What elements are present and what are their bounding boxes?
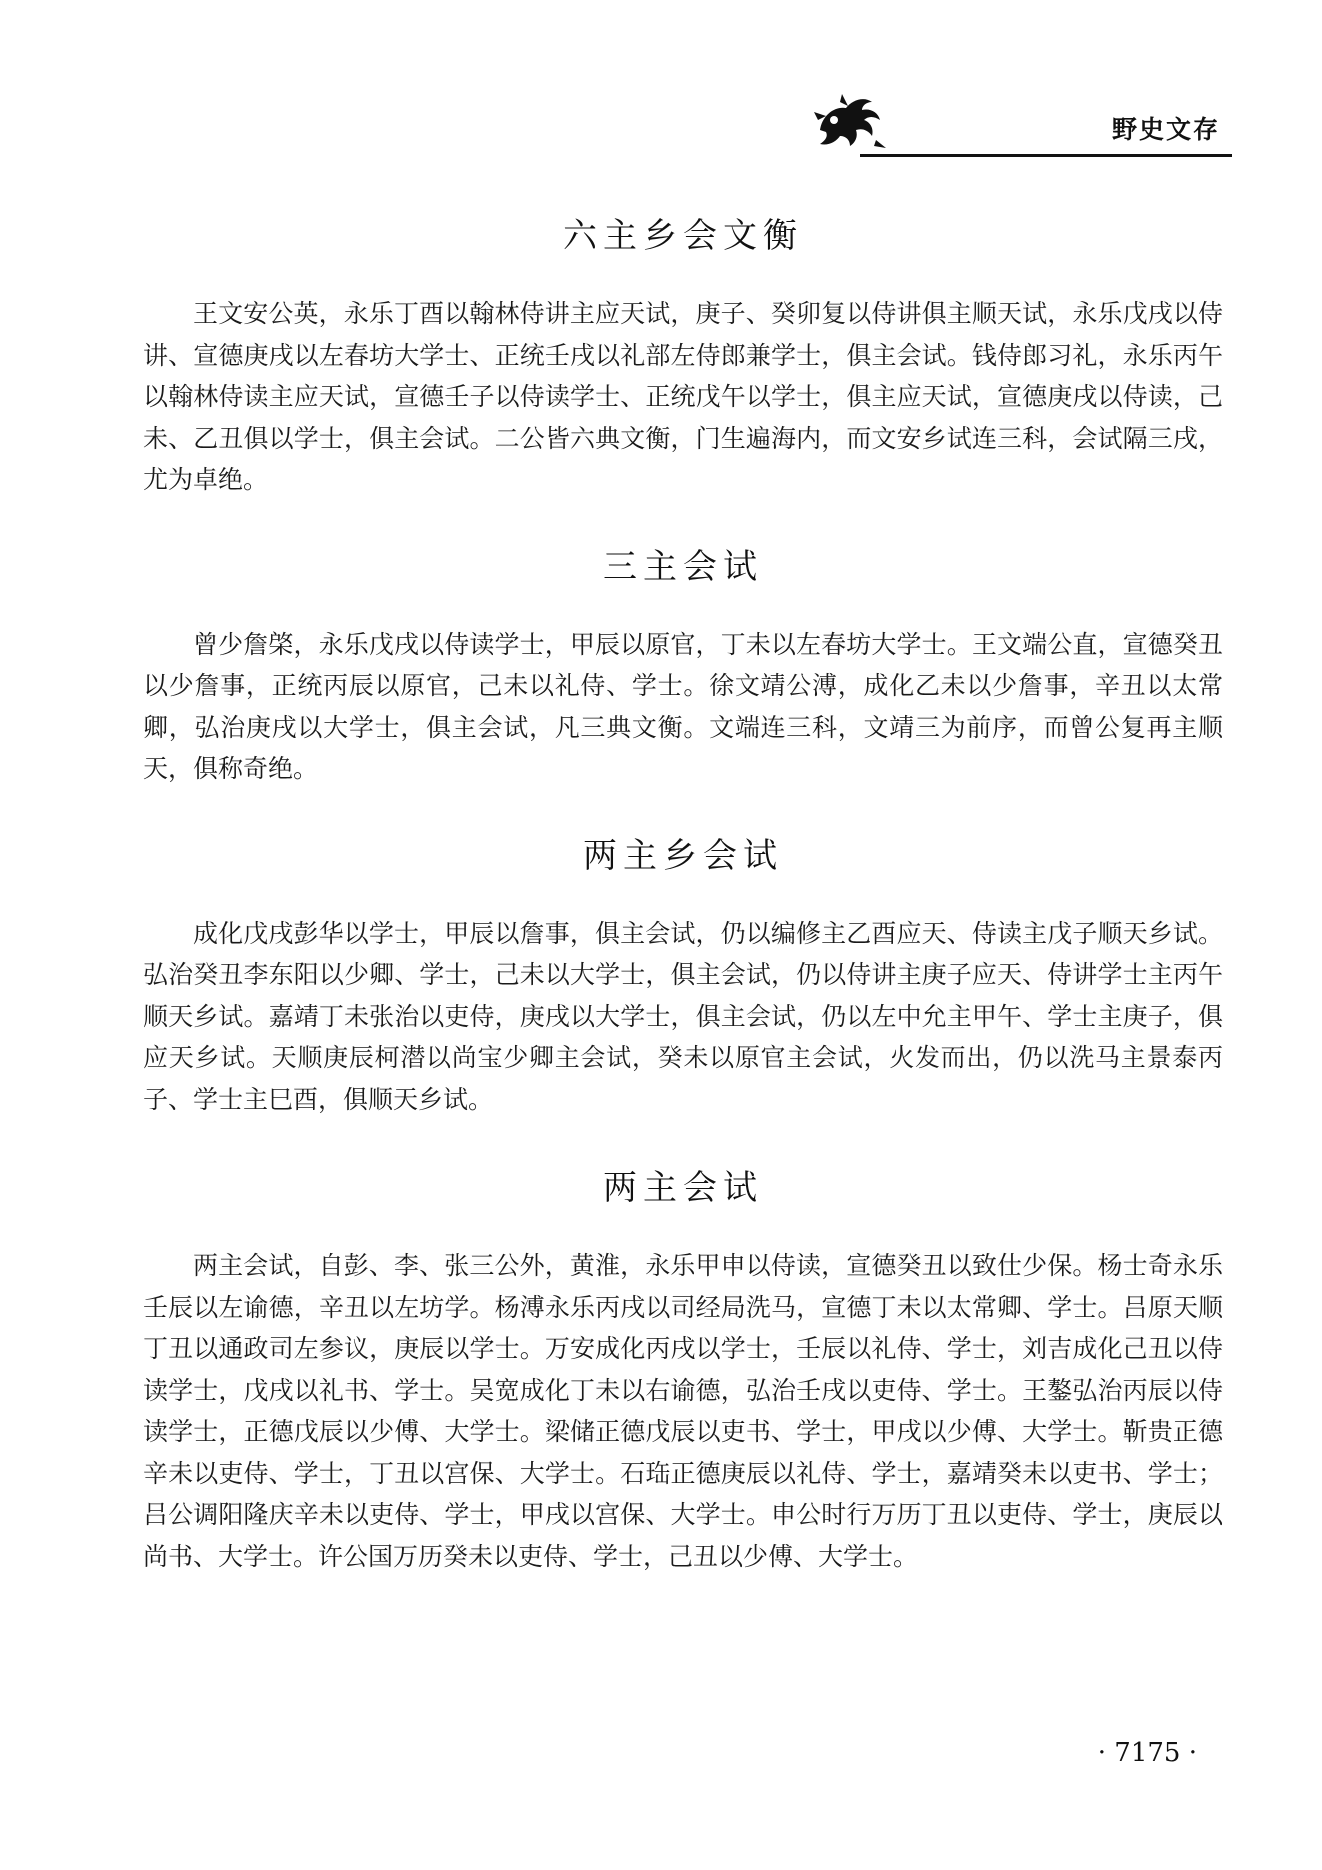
page-number: · 7175 ·: [1097, 1738, 1197, 1768]
section-heading: 三主会试: [603, 546, 763, 587]
header-title: 野史文存: [1111, 115, 1220, 144]
section-body: 两主会试，自彭、李、张三公外，黄淮，永乐甲申以侍读，宣德癸丑以致仕少保。杨士奇永乐壬辰以左谕德，辛丑以左坊学。杨溥永乐丙戌以司经局洗马，宣德丁未以太常卿、学士。吕原天顺丁丑以通政司左参议，庚辰以学士。万安成化丙戌以学士，壬辰以礼侍、学士，刘吉成化己丑以侍读学士，戊戌以礼书、学士。吴宽成化丁未以右谕德，弘治壬戌以吏侍、学士。王鏊弘治丙辰以侍读学士，正德戊辰以少傅、大学士。梁储正德戊辰以吏书、学士，甲戌以少傅、大学士。靳贵正德辛未以吏侍、学士，丁丑以宫保、大学士。石珤正德庚辰以礼侍、学士，嘉靖癸未以吏书、学士；吕公调阳隆庆辛未以吏侍、学士，甲戌以宫保、大学士。申公时行万历丁丑以吏侍、学士，庚辰以尚书、大学士。许公国万历癸未以吏侍、学士，己丑以少傅、大学士。: [143, 1251, 1223, 1571]
page-content: [143, 208, 1223, 1577]
section-heading: 两主会试: [603, 1168, 763, 1208]
section-body: 成化戊戌彭华以学士，甲辰以詹事，俱主会试，仍以编修主乙酉应天、侍读主戊子顺天乡试。弘治癸丑李东阳以少卿、学士，己未以大学士，俱主会试，仍以侍讲主庚子应天、侍讲学士主丙午顺天乡试。嘉靖丁未张治以吏侍，庚戌以大学士，俱主会试，仍以左中允主甲午、学士主庚子，俱应天乡试。天顺庚辰柯潜以尚宝少卿主会试，癸未以原官主会试，火发而出，仍以洗马主景泰丙子、学士主巳酉，俱顺天乡试。: [143, 918, 1223, 1114]
section-body: 曾少詹棨，永乐戊戌以侍读学士，甲辰以原官，丁未以左春坊大学士。王文端公直，宣德癸丑以少詹事，正统丙辰以原官，己未以礼侍、学士。徐文靖公溥，成化乙未以少詹事，辛丑以太常卿，弘治庚戌以大学士，俱主会试，凡三典文衡。文端连三科，文靖三为前序，而曾公复再主顺天，俱称奇绝。: [143, 629, 1223, 783]
section-heading: 六主乡会文衡: [563, 216, 803, 256]
running-header: [800, 88, 1230, 158]
header-rule: [860, 154, 1232, 157]
dragon-logo-icon: [812, 90, 890, 152]
section: [143, 539, 1223, 790]
section: [143, 828, 1223, 1121]
section-body: 王文安公英，永乐丁酉以翰林侍讲主应天试，庚子、癸卯复以侍讲俱主顺天试，永乐戊戌以侍讲、宣德庚戌以左春坊大学士、正统壬戌以礼部左侍郎兼学士，俱主会试。钱侍郎习礼，永乐丙午以翰林侍读主应天试，宣德壬子以侍读学士、正统戊午以学士，俱主应天试，宣德庚戌以侍读，己未、乙丑俱以学士，俱主会试。二公皆六典文衡，门生遍海内，而文安乡试连三科，会试隔三戌，尤为卓绝。: [143, 299, 1223, 494]
section-heading: 两主乡会试: [583, 835, 783, 876]
section: [143, 1160, 1223, 1577]
section: [143, 208, 1223, 501]
